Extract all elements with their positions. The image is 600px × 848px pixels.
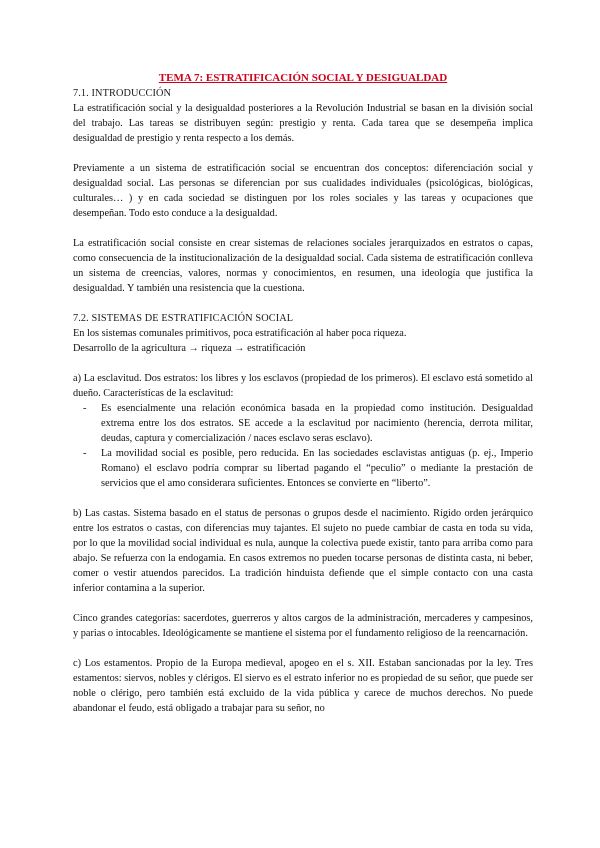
paragraph-agricultura: Desarrollo de la agricultura → riqueza → estratificación: [73, 343, 306, 354]
list-item: - La movilidad social es posible, pero reducida. En las sociedades esclavistas antiguas (p. ej., Imperio Romano) el esclavo podría comprar su libertad pagando el “peculio” o mediante la prestación de servicios que el amo considerara suficientes. Entonces se convierte en “liberto”.: [101, 446, 533, 491]
paragraph-intro-1: La estratificación social y la desigualdad posteriores a la Revolución Industrial se basan en la división social del trabajo. Las tareas se distribuyen según: prestigio y renta. Cada tarea que se desempeña implica desigualdad de prestigio y renta respecto a los demás.: [73, 103, 533, 144]
section-heading-introduccion: 7.1. INTRODUCCIÓN: [73, 88, 172, 99]
paragraph-categorias: Cinco grandes categorías: sacerdotes, guerreros y altos cargos de la administración, mercaderes y campesinos, y parias o intocables. Ideológicamente se mantiene el sistema por el fundamento religioso de la reencarnación.: [73, 613, 533, 639]
paragraph-estamentos: c) Los estamentos. Propio de la Europa medieval, apogeo en el s. XII. Estaban sancionadas por la ley. Tres estamentos: siervos, nobles y clérigos. El siervo es el estrato inferior no es propiedad de su señor, que puede ser noble o clérigo, pero también está excluido de la vida pública y carece de muchos derechos. No puede abandonar el feudo, está obligado a trabajar para su señor, no: [73, 658, 533, 714]
list-item: - Es esencialmente una relación económica basada en la propiedad como institución. Desigualdad extrema entre los dos estratos. SE accede a la esclavitud por nacimiento (herencia, derrota militar, deudas, captura y comercialización / naces esclavo seras esclavo).: [101, 401, 533, 446]
esclavitud-list: [73, 401, 533, 491]
section-heading-sistemas: 7.2. SISTEMAS DE ESTRATIFICACIÓN SOCIAL: [73, 313, 294, 324]
document-page: [73, 70, 533, 716]
paragraph-intro-3: La estratificación social consiste en crear sistemas de relaciones sociales jerarquizados en estratos o capas, como consecuencia de la institucionalización de la desigualdad social. Cada sistema de estratificación conlleva un sistema de creencias, valores, normas y conocimientos, en resumen, una ideología que justifica la desigualdad. Y también una resistencia que la cuestiona.: [73, 238, 533, 294]
paragraph-esclavitud: a) La esclavitud. Dos estratos: los libres y los esclavos (propiedad de los primeros). El esclavo está sometido al dueño. Características de la esclavitud:: [73, 373, 533, 399]
paragraph-castas: b) Las castas. Sistema basado en el status de personas o grupos desde el nacimiento. Rígido orden jerárquico entre los estratos o castas, con diferencias muy tajantes. El sujeto no puede cambiar de casta en toda su vida, por lo que la movilidad social individual es nula, aunque la colectiva puede existir, tanto para arriba como para abajo. Se refuerza con la endogamia. En casos extremos no pueden tocarse personas de distinta casta, ni beber, comer o vestir atuendos parecidos. La tradición hinduista defiende que el simple contacto con una casta inferior contamina a la superior.: [73, 508, 533, 594]
paragraph-intro-2: Previamente a un sistema de estratificación social se encuentran dos conceptos: diferenciación social y desigualdad social. Las personas se diferencian por sus cualidades individuales (psicológicas, biológicas, culturales… ) y en cada sociedad se distinguen por los roles sociales y las tareas y ocupaciones que desempeñan. Todo esto conduce a la desigualdad.: [73, 163, 533, 219]
document-title: TEMA 7: ESTRATIFICACIÓN SOCIAL Y DESIGUALDAD: [158, 72, 448, 84]
paragraph-comunales: En los sistemas comunales primitivos, poca estratificación al haber poca riqueza.: [73, 328, 407, 339]
